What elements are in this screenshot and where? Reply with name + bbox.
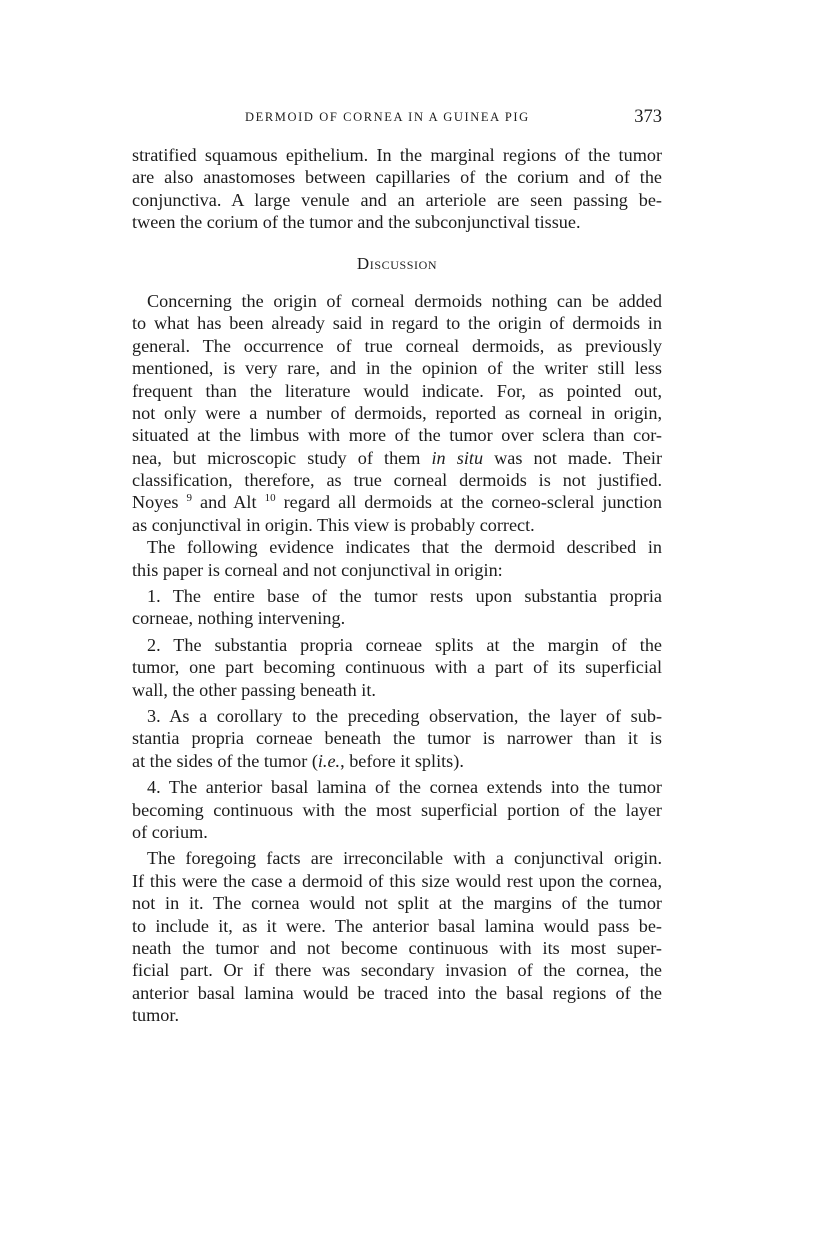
text-line: conjunctiva. A large venule and an arteriole are seen passing be- [132, 189, 662, 210]
text-line: this paper is corneal and not conjunctival in origin: [132, 559, 503, 580]
evidence-item-3 [132, 705, 662, 772]
text-line: tween the corium of the tumor and the subconjunctival tissue. [132, 212, 581, 233]
italic-phrase: i.e. [317, 750, 341, 771]
text-line: to what has been already said in regard to the origin of dermoids in [132, 313, 662, 334]
text-line [132, 750, 662, 772]
text-line: stantia propria corneae beneath the tumor is narrower than it is [132, 728, 662, 749]
text-line [132, 447, 662, 469]
text-line: general. The occurrence of true corneal dermoids, as previously [132, 335, 662, 356]
text-line: If this were the case a dermoid of this size would rest upon the cornea, [132, 870, 662, 891]
text-run: regard all dermoids at the corneo-scleral junction [275, 492, 662, 513]
text-line: 3. As a corollary to the preceding observation, the layer of sub- [147, 705, 662, 726]
text-line: Concerning the origin of corneal dermoids nothing can be added [147, 290, 662, 311]
text-line: The foregoing facts are irreconcilable with a conjunctival origin. [147, 848, 662, 869]
continuation-paragraph [132, 144, 662, 234]
text-line: 4. The anterior basal lamina of the cornea extends into the tumor [147, 777, 662, 798]
evidence-item-1 [132, 585, 662, 630]
text-line: stratified squamous epithelium. In the marginal regions of the tumor [132, 145, 662, 165]
text-line: ficial part. Or if there was secondary invasion of the cornea, the [132, 960, 662, 981]
text-line: The following evidence indicates that the dermoid described in [147, 537, 662, 558]
text-line: classification, therefore, as true corneal dermoids is not justified. [132, 470, 662, 491]
text-line: wall, the other passing beneath it. [132, 679, 376, 700]
text-line: to include it, as it were. The anterior basal lamina would pass be- [132, 915, 662, 936]
text-line: neath the tumor and not become continuous with its most super- [132, 937, 662, 958]
text-line: anterior basal lamina would be traced into the basal regions of the [132, 982, 662, 1003]
text-run: Noyes [132, 492, 187, 513]
text-line: 2. The substantia propria corneae splits at the margin of the [147, 634, 662, 655]
text-line: 1. The entire base of the tumor rests upon substantia propria [147, 586, 662, 607]
text-line: tumor. [132, 1005, 179, 1026]
text-line: not only were a number of dermoids, reported as corneal in origin, [132, 402, 662, 423]
text-run: and Alt [192, 492, 265, 513]
text-line: becoming continuous with the most superficial portion of the layer [132, 799, 662, 820]
text-run: , before it splits). [340, 750, 464, 771]
text-line: not in it. The cornea would not split at the margins of the tumor [132, 893, 662, 914]
text-run: nea, but microscopic study of them [132, 447, 432, 468]
running-head [132, 107, 662, 133]
text-line: situated at the limbus with more of the tumor over sclera than cor- [132, 425, 662, 446]
body-text [132, 144, 662, 1026]
paragraph-origin [132, 290, 662, 536]
text-line: mentioned, is very rare, and in the opinion of the writer still less [132, 358, 662, 379]
text-run: at the sides of the tumor ( [132, 750, 318, 771]
text-line: as conjunctival in origin. This view is probably correct. [132, 514, 535, 535]
text-line [132, 491, 662, 513]
paragraph-evidence [132, 536, 662, 581]
text-line: frequent than the literature would indicate. For, as pointed out, [132, 380, 662, 401]
text-run: was not made. Their [483, 447, 662, 468]
reference-number: 10 [264, 492, 276, 505]
italic-phrase: in situ [431, 447, 484, 468]
page-number: 373 [634, 107, 662, 127]
evidence-item-4 [132, 776, 662, 843]
running-title: DERMOID OF CORNEA IN A GUINEA PIG [245, 110, 530, 124]
text-line: of corium. [132, 821, 208, 842]
evidence-item-2 [132, 634, 662, 701]
section-heading: Discussion [356, 253, 438, 273]
text-line: are also anastomoses between capillaries of the corium and of the [132, 167, 662, 188]
reference-number: 9 [186, 492, 192, 505]
paragraph-conclusion [132, 847, 662, 1026]
text-line: corneae, nothing intervening. [132, 608, 346, 629]
text-line: tumor, one part becoming continuous with a part of its superficial [132, 657, 662, 678]
